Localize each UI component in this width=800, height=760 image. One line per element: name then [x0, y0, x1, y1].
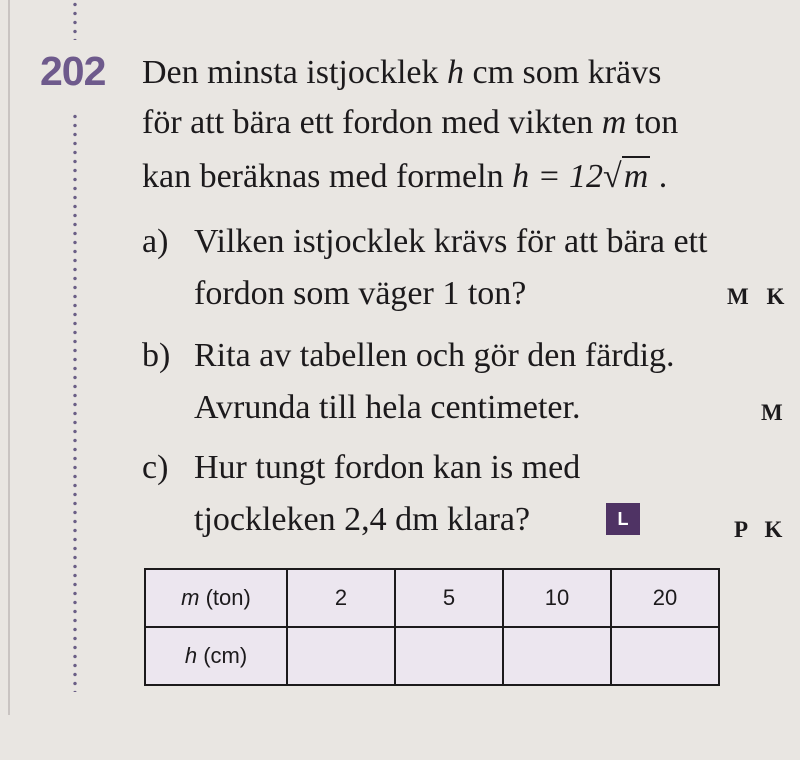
part-a-line-2: fordon som väger 1 ton? — [194, 275, 527, 312]
intro-line-3 — [142, 160, 667, 194]
formula-lhs: h = 12 — [512, 158, 604, 195]
table-row-h — [145, 627, 719, 685]
variable-h: h — [447, 54, 465, 91]
part-b-label: b) — [142, 337, 171, 374]
intro-line-1 — [142, 56, 661, 90]
intro-text: för att bära ett fordon med vikten — [142, 104, 602, 141]
formula-radicand: m — [623, 158, 649, 195]
dotted-margin — [72, 112, 78, 692]
part-c-label: c) — [142, 449, 169, 486]
value-table — [144, 568, 720, 686]
intro-line-2 — [142, 106, 678, 140]
part-b-text: Rita av tabellen och gör den färdig. — [194, 337, 675, 374]
intro-text: kan beräknas med formeln — [142, 158, 513, 195]
table-cell: 5 — [395, 569, 503, 627]
variable-m: m — [601, 104, 627, 141]
square-root — [603, 160, 650, 194]
formula — [512, 158, 650, 195]
page-margin-line — [8, 0, 10, 715]
table-header-h — [145, 627, 287, 685]
level-badge: L — [606, 503, 640, 535]
table-cell-empty — [503, 627, 611, 685]
table-header-m — [145, 569, 287, 627]
table-row-m — [145, 569, 719, 627]
intro-text: ton — [626, 104, 679, 141]
table-cell: 10 — [503, 569, 611, 627]
table-unit: (cm) — [197, 643, 248, 668]
table-cell-empty — [611, 627, 719, 685]
part-c-tag: P K — [734, 517, 789, 542]
part-a-tag: M K — [727, 284, 791, 309]
part-b-line-2: Avrunda till hela centimeter. — [194, 389, 581, 426]
part-c-line-2: tjockleken 2,4 dm klara? — [194, 501, 531, 538]
table-cell: 2 — [287, 569, 395, 627]
table-variable: h — [184, 643, 198, 668]
table-cell-empty — [287, 627, 395, 685]
intro-text: cm som krävs — [464, 54, 662, 91]
part-a-line-1 — [142, 225, 707, 259]
problem-number: 202 — [40, 48, 106, 94]
part-a-label: a) — [142, 223, 169, 260]
table-variable: m — [181, 585, 200, 610]
part-c-text: Hur tungt fordon kan is med — [194, 449, 581, 486]
part-b-tag: M — [761, 400, 789, 425]
intro-text: Den minsta istjocklek — [142, 54, 448, 91]
part-a-text: Vilken istjocklek krävs för att bära ett — [194, 223, 708, 260]
part-b-line-1 — [142, 339, 675, 373]
radical-sign-icon: √ — [603, 158, 622, 195]
part-c-line-1 — [142, 451, 580, 485]
table-cell: 20 — [611, 569, 719, 627]
table-unit: (ton) — [199, 585, 251, 610]
dotted-margin-top — [72, 0, 78, 40]
table-cell-empty — [395, 627, 503, 685]
formula-end: . — [658, 158, 668, 195]
